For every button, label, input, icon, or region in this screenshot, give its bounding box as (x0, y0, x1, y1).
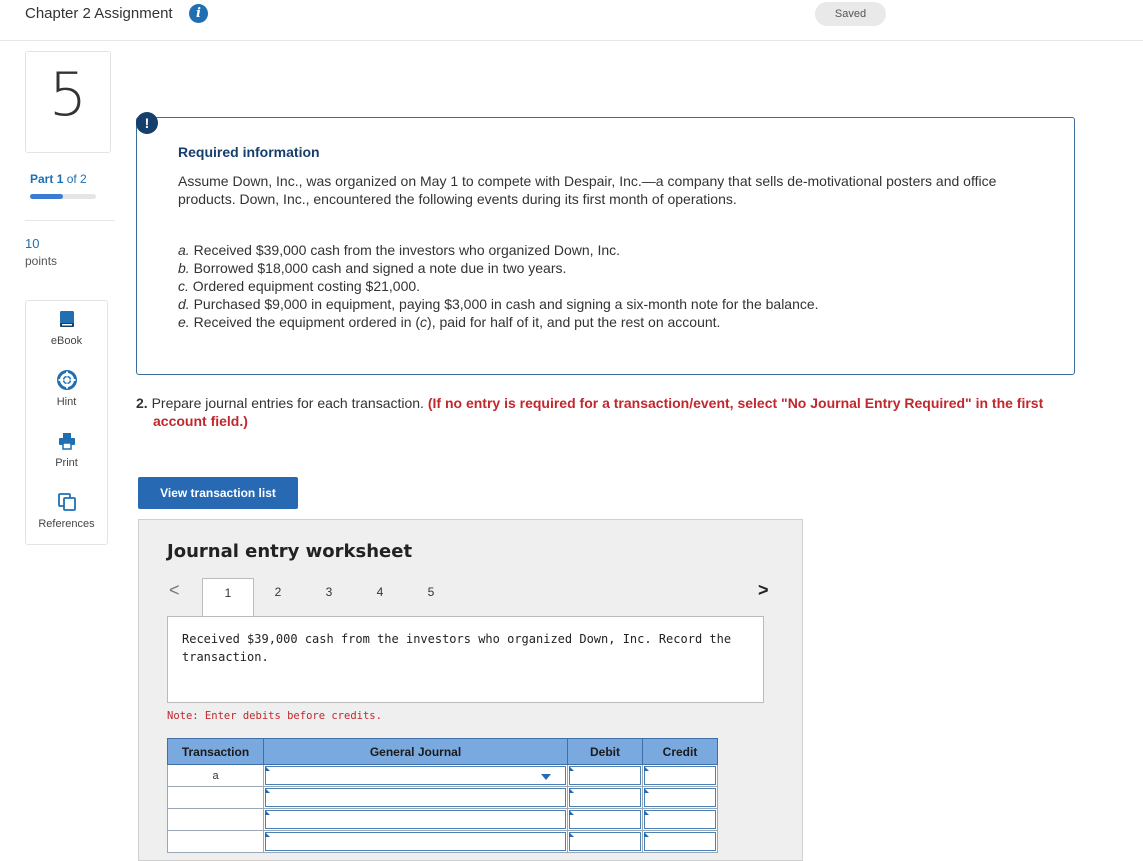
event-text: Purchased $9,000 in equipment, paying $3,000 in cash and signing a six-month note for the balance. (193, 296, 819, 312)
alert-icon: ! (136, 112, 158, 134)
hint-button[interactable] (26, 362, 107, 422)
references-button[interactable] (26, 484, 107, 544)
event-text: Borrowed $18,000 cash and signed a note due in two years. (193, 260, 567, 276)
required-information-body: Assume Down, Inc., was organized on May 1 to compete with Despair, Inc.—a company that sells de-motivational posters and office products. Down, Inc., encountered the following events during its first month of operations. (178, 173, 997, 207)
debit-field[interactable] (569, 766, 641, 785)
part-indicator (30, 172, 87, 186)
question-instruction (136, 394, 1093, 430)
journal-entry-worksheet (138, 519, 803, 861)
credit-field[interactable] (644, 810, 716, 829)
event-text-after: ), paid for half of it, and put the rest on account. (427, 314, 721, 330)
points-value: 10 (25, 236, 40, 251)
chevron-left-icon[interactable]: < (169, 580, 180, 600)
tab-4[interactable]: 4 (376, 585, 384, 599)
credit-input[interactable] (643, 787, 718, 809)
ebook-button[interactable] (26, 301, 107, 361)
transaction-description: Received $39,000 cash from the investors who organized Down, Inc. Record the transaction. (182, 632, 732, 664)
printer-icon (57, 431, 77, 451)
transaction-cell (168, 787, 264, 809)
event-text-before: Received the equipment ordered in ( (193, 314, 421, 330)
account-dropdown[interactable] (265, 810, 566, 829)
event-item (178, 259, 1038, 277)
chevron-right-icon[interactable]: > (758, 580, 769, 600)
account-select[interactable] (264, 809, 568, 831)
column-header-general-journal: General Journal (264, 739, 568, 765)
table-row (168, 765, 718, 787)
debit-input[interactable] (568, 765, 643, 787)
print-button[interactable] (26, 423, 107, 483)
credit-input[interactable] (643, 831, 718, 853)
saved-status-badge: Saved (815, 2, 886, 26)
event-letter: e. (178, 314, 190, 330)
table-row (168, 809, 718, 831)
tab-2[interactable]: 2 (274, 585, 282, 599)
credit-input[interactable] (643, 809, 718, 831)
question-number: 5 (48, 60, 88, 130)
event-text: Received $39,000 cash from the investors who organized Down, Inc. (193, 242, 621, 258)
account-dropdown[interactable] (265, 832, 566, 851)
top-bar (0, 0, 1143, 41)
view-transaction-list-button[interactable]: View transaction list (138, 477, 298, 509)
event-letter: b. (178, 260, 190, 276)
debit-input[interactable] (568, 787, 643, 809)
required-information-title: Required information (178, 144, 320, 160)
event-item (178, 277, 1038, 295)
event-list (178, 241, 1038, 331)
question-number-card (25, 51, 111, 153)
assignment-title: Chapter 2 Assignment (25, 5, 173, 22)
account-select[interactable] (264, 765, 568, 787)
table-row (168, 787, 718, 809)
references-label: References (38, 518, 95, 530)
transaction-cell: a (168, 765, 264, 787)
print-label: Print (55, 457, 78, 469)
tab-1[interactable]: 1 (202, 578, 254, 619)
event-item (178, 313, 1038, 331)
lifebuoy-icon (57, 370, 77, 390)
info-icon[interactable]: i (189, 4, 208, 23)
part-current: 1 (56, 172, 64, 186)
column-header-transaction: Transaction (168, 739, 264, 765)
transaction-cell (168, 831, 264, 853)
dropdown-arrow-icon[interactable] (541, 774, 551, 780)
part-progress-bar (30, 194, 96, 199)
credit-field[interactable] (644, 766, 716, 785)
tab-5[interactable]: 5 (427, 585, 435, 599)
worksheet-title: Journal entry worksheet (167, 541, 413, 562)
account-select[interactable] (264, 787, 568, 809)
required-information-panel (136, 117, 1075, 375)
credit-input[interactable] (643, 765, 718, 787)
journal-header-row (168, 739, 718, 765)
credit-field[interactable] (644, 832, 716, 851)
account-dropdown[interactable] (265, 766, 566, 785)
credit-field[interactable] (644, 788, 716, 807)
rail-divider (25, 220, 115, 221)
journal-table (167, 738, 718, 853)
book-icon (57, 309, 77, 329)
hint-label: Hint (56, 396, 77, 408)
debit-field[interactable] (569, 832, 641, 851)
part-progress-fill (30, 194, 63, 199)
debit-input[interactable] (568, 809, 643, 831)
column-header-debit: Debit (568, 739, 643, 765)
debit-field[interactable] (569, 788, 641, 807)
event-item (178, 241, 1038, 259)
transaction-description-box (167, 616, 764, 703)
tab-3[interactable]: 3 (325, 585, 333, 599)
instruction-emphasis: (If no entry is required for a transaction/event, select "No Journal Entry Required" in the first account field.) (153, 395, 1044, 429)
event-item (178, 295, 1038, 313)
account-select[interactable] (264, 831, 568, 853)
copy-icon (57, 492, 77, 512)
tools-panel (25, 300, 108, 545)
instruction-number: 2. (136, 395, 148, 411)
debit-input[interactable] (568, 831, 643, 853)
instruction-text: Prepare journal entries for each transaction. (151, 395, 424, 411)
account-dropdown[interactable] (265, 788, 566, 807)
part-total: of 2 (66, 172, 87, 186)
event-letter: a. (178, 242, 190, 258)
event-letter: c. (178, 278, 189, 294)
column-header-credit: Credit (643, 739, 718, 765)
part-word: Part (30, 172, 54, 186)
ebook-label: eBook (50, 335, 83, 347)
points-label: points (25, 254, 58, 268)
event-reference: c (420, 314, 428, 330)
event-text: Ordered equipment costing $21,000. (192, 278, 421, 294)
debit-field[interactable] (569, 810, 641, 829)
event-letter: d. (178, 296, 190, 312)
table-row (168, 831, 718, 853)
transaction-cell (168, 809, 264, 831)
debit-credit-note: Note: Enter debits before credits. (167, 710, 382, 722)
